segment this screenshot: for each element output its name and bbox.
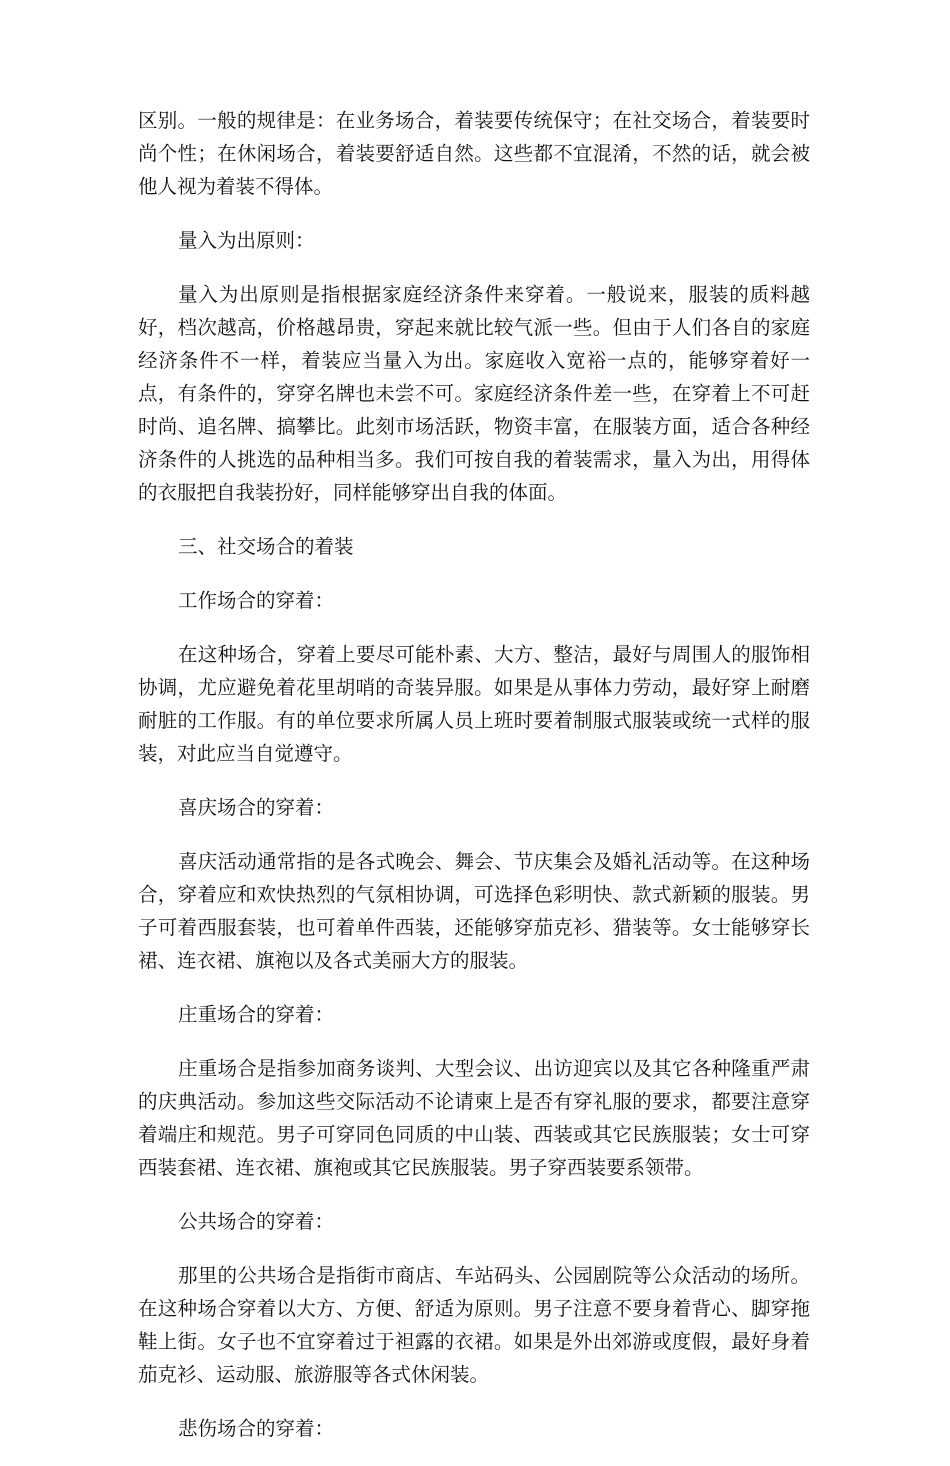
section-heading-social-occasions: 三、社交场合的着装	[178, 535, 354, 558]
heading-mourning-occasion: 悲伤场合的穿着：	[178, 1417, 335, 1440]
heading-festive-occasion: 喜庆场合的穿着：	[178, 796, 335, 819]
heading-budget-principle: 量入为出原则：	[178, 229, 315, 252]
paragraph-festive-occasion: 喜庆活动通常指的是各式晚会、舞会、节庆集会及婚礼活动等。在这种场合，穿着应和欢快热烈的气氛相协调，可选择色彩明快、款式新颖的服装。男子可着西服套装，也可着单件西装，还能够穿茄克衫、猎装等。女士能够穿长裙、连衣裙、旗袍以及各式美丽大方的服装。	[138, 850, 810, 972]
paragraph-formal-occasion: 庄重场合是指参加商务谈判、大型会议、出访迎宾以及其它各种隆重严肃的庆典活动。参加这些交际活动不论请柬上是否有穿礼服的要求，都要注意穿着端庄和规范。男子可穿同色同质的中山装、西装或其它民族服装；女士可穿西装套裙、连衣裙、旗袍或其它民族服装。男子穿西装要系领带。	[138, 1057, 810, 1179]
heading-work-occasion: 工作场合的穿着：	[178, 589, 335, 612]
paragraph-intro-distinction: 区别。一般的规律是：在业务场合，着装要传统保守；在社交场合，着装要时尚个性；在休闲场合，着装要舒适自然。这些都不宜混淆，不然的话，就会被他人视为着装不得体。	[138, 109, 810, 198]
paragraph-public-occasion: 那里的公共场合是指街市商店、车站码头、公园剧院等公众活动的场所。在这种场合穿着以大方、方便、舒适为原则。男子注意不要身着背心、脚穿拖鞋上街。女子也不宜穿着过于袒露的衣裙。如果是外出郊游或度假，最好身着茄克衫、运动服、旅游服等各式休闲装。	[138, 1264, 810, 1386]
heading-public-occasion: 公共场合的穿着：	[178, 1210, 335, 1233]
document-page	[138, 104, 810, 1466]
paragraph-work-occasion: 在这种场合，穿着上要尽可能朴素、大方、整洁，最好与周围人的服饰相协调，尤应避免着花里胡哨的奇装异服。如果是从事体力劳动，最好穿上耐磨耐脏的工作服。有的单位要求所属人员上班时要着制服式服装或统一式样的服装，对此应当自觉遵守。	[138, 643, 810, 765]
heading-formal-occasion: 庄重场合的穿着：	[178, 1003, 335, 1026]
paragraph-budget-principle: 量入为出原则是指根据家庭经济条件来穿着。一般说来，服装的质料越好，档次越高，价格越昂贵，穿起来就比较气派一些。但由于人们各自的家庭经济条件不一样，着装应当量入为出。家庭收入宽裕一点的，能够穿着好一点，有条件的，穿穿名牌也未尝不可。家庭经济条件差一些，在穿着上不可赶时尚、追名牌、搞攀比。此刻市场活跃，物资丰富，在服装方面，适合各种经济条件的人挑选的品种相当多。我们可按自我的着装需求，量入为出，用得体的衣服把自我装扮好，同样能够穿出自我的体面。	[138, 283, 810, 504]
